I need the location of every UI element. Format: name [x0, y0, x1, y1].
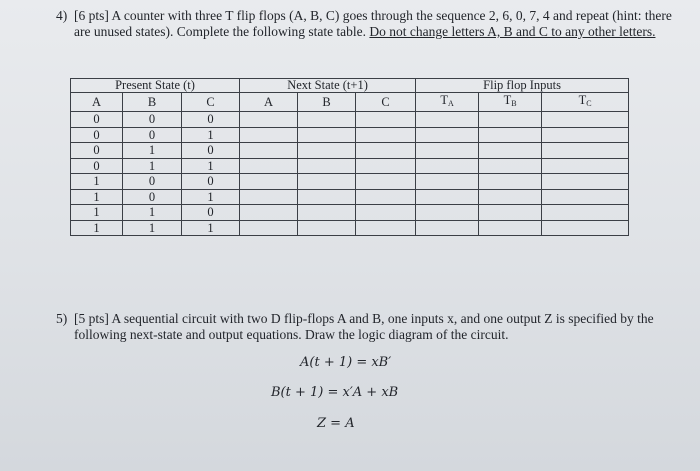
question-4-text: [74, 8, 674, 40]
next-state-blank-cell[interactable]: [356, 205, 416, 221]
flip-flop-input-blank-cell[interactable]: [416, 112, 479, 128]
present-state-cell: 0: [123, 127, 182, 143]
present-state-cell: 1: [182, 220, 240, 236]
next-state-blank-cell[interactable]: [298, 112, 356, 128]
table-row: [71, 205, 629, 221]
flip-flop-input-blank-cell[interactable]: [416, 158, 479, 174]
next-state-blank-cell[interactable]: [356, 112, 416, 128]
next-state-blank-cell[interactable]: [240, 158, 298, 174]
flip-flop-input-blank-cell[interactable]: [479, 174, 542, 190]
flip-flop-input-blank-cell[interactable]: [479, 143, 542, 159]
flip-flop-input-blank-cell[interactable]: [416, 220, 479, 236]
next-state-blank-cell[interactable]: [356, 143, 416, 159]
table-row: [71, 158, 629, 174]
flip-flop-input-blank-cell[interactable]: [479, 112, 542, 128]
next-state-blank-cell[interactable]: [356, 174, 416, 190]
present-state-cell: 1: [123, 205, 182, 221]
table-row: [71, 112, 629, 128]
equation-b-next: B(t + 1) = x′A + xB: [271, 385, 399, 400]
flip-flop-input-blank-cell[interactable]: [416, 143, 479, 159]
state-table-body: [71, 112, 629, 236]
equation-a-next: A(t + 1) = xB′: [300, 355, 392, 370]
present-state-cell: 1: [71, 220, 123, 236]
question-5-number: 5): [56, 311, 68, 326]
next-state-blank-cell[interactable]: [298, 205, 356, 221]
next-state-blank-cell[interactable]: [356, 220, 416, 236]
present-state-cell: 1: [123, 143, 182, 159]
flip-flop-input-blank-cell[interactable]: [542, 143, 629, 159]
state-table: [70, 78, 629, 236]
present-state-cell: 0: [71, 143, 123, 159]
flip-flop-input-blank-cell[interactable]: [416, 174, 479, 190]
table-row: [71, 143, 629, 159]
ff-col-ta: $T_A$: [416, 93, 479, 112]
present-state-cell: 1: [182, 158, 240, 174]
next-state-blank-cell[interactable]: [240, 205, 298, 221]
table-row: [71, 127, 629, 143]
present-col-c: C: [182, 93, 240, 112]
next-state-blank-cell[interactable]: [298, 174, 356, 190]
equation-z-output: Z = A: [317, 416, 355, 431]
present-state-cell: 1: [182, 189, 240, 205]
next-state-blank-cell[interactable]: [240, 143, 298, 159]
present-state-cell: 1: [182, 127, 240, 143]
present-state-cell: 0: [182, 205, 240, 221]
question-4-main: [6 pts] A counter with three T flip flops (A, B, C) goes through the sequence 2, 6, 0, 7, 4 and repeat (hint: there are unused states). Complete the following state table.: [74, 8, 672, 39]
question-4-instruction: Do not change letters A, B and C to any other letters.: [369, 24, 656, 39]
flip-flop-input-blank-cell[interactable]: [542, 220, 629, 236]
next-state-blank-cell[interactable]: [298, 143, 356, 159]
present-state-cell: 1: [71, 189, 123, 205]
flip-flop-input-blank-cell[interactable]: [479, 220, 542, 236]
question-4-number: 4): [56, 8, 68, 23]
present-state-cell: 1: [123, 158, 182, 174]
next-state-blank-cell[interactable]: [298, 220, 356, 236]
next-state-blank-cell[interactable]: [240, 127, 298, 143]
next-state-blank-cell[interactable]: [240, 174, 298, 190]
flip-flop-input-blank-cell[interactable]: [479, 158, 542, 174]
present-state-cell: 0: [71, 158, 123, 174]
flip-flop-input-blank-cell[interactable]: [416, 127, 479, 143]
flip-flop-input-blank-cell[interactable]: [479, 205, 542, 221]
next-state-blank-cell[interactable]: [298, 189, 356, 205]
question-5-text: [5 pts] A sequential circuit with two D flip-flops A and B, one inputs x, and one output Z is specified by the following next-state and output equations. Draw the logic diagram of the circuit.: [74, 311, 654, 342]
flip-flop-input-blank-cell[interactable]: [542, 189, 629, 205]
present-state-cell: 0: [123, 112, 182, 128]
flip-flop-input-blank-cell[interactable]: [416, 189, 479, 205]
flip-flop-input-blank-cell[interactable]: [542, 127, 629, 143]
present-state-cell: 1: [71, 174, 123, 190]
ff-col-tb: $T_B$: [479, 93, 542, 112]
next-col-c: C: [356, 93, 416, 112]
present-state-cell: 0: [71, 112, 123, 128]
ff-col-tc: $T_C$: [542, 93, 629, 112]
present-state-cell: 0: [123, 174, 182, 190]
flip-flop-input-blank-cell[interactable]: [542, 112, 629, 128]
flip-flop-input-blank-cell[interactable]: [542, 205, 629, 221]
next-state-header: Next State (t+1): [240, 79, 416, 93]
flip-flop-input-blank-cell[interactable]: [416, 205, 479, 221]
present-state-cell: 0: [123, 189, 182, 205]
next-state-blank-cell[interactable]: [240, 220, 298, 236]
flip-flop-input-blank-cell[interactable]: [542, 158, 629, 174]
next-state-blank-cell[interactable]: [356, 127, 416, 143]
flip-flop-input-blank-cell[interactable]: [479, 189, 542, 205]
table-row: [71, 174, 629, 190]
next-state-blank-cell[interactable]: [240, 112, 298, 128]
flip-flop-input-blank-cell[interactable]: [542, 174, 629, 190]
next-col-a: A: [240, 93, 298, 112]
present-state-header: Present State (t): [71, 79, 240, 93]
flip-flop-inputs-header: Flip flop Inputs: [416, 79, 629, 93]
present-state-cell: 1: [71, 205, 123, 221]
next-state-blank-cell[interactable]: [240, 189, 298, 205]
present-state-cell: 0: [182, 143, 240, 159]
present-col-a: A: [71, 93, 123, 112]
present-state-cell: 0: [182, 174, 240, 190]
next-state-blank-cell[interactable]: [298, 158, 356, 174]
next-state-blank-cell[interactable]: [298, 127, 356, 143]
present-state-cell: 0: [182, 112, 240, 128]
next-state-blank-cell[interactable]: [356, 189, 416, 205]
present-state-cell: 1: [123, 220, 182, 236]
present-col-b: B: [123, 93, 182, 112]
table-row: [71, 189, 629, 205]
flip-flop-input-blank-cell[interactable]: [479, 127, 542, 143]
next-state-blank-cell[interactable]: [356, 158, 416, 174]
next-col-b: B: [298, 93, 356, 112]
present-state-cell: 0: [71, 127, 123, 143]
table-row: [71, 220, 629, 236]
